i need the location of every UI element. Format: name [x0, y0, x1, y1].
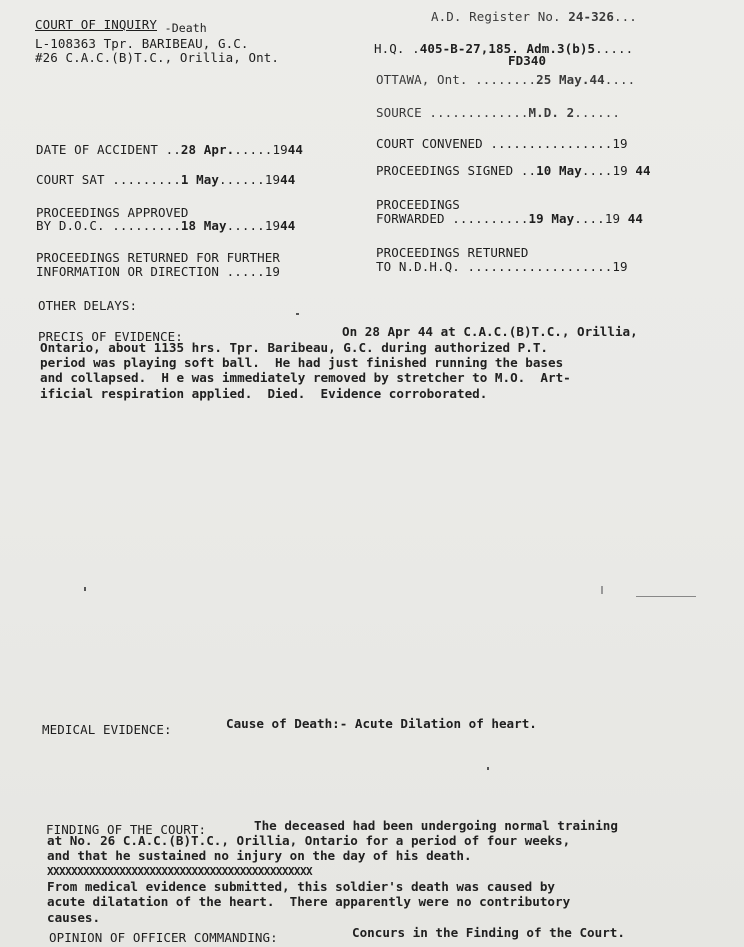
soldier-line: L-108363 Tpr. BARIBEAU, G.C. [35, 36, 249, 51]
forwarded-year: 44 [627, 211, 643, 226]
signed-year: 44 [635, 163, 651, 178]
court-sat-century: 19 [264, 172, 281, 187]
court-convened: COURT CONVENED ................19 [376, 136, 628, 151]
proceedings-approved: BY D.O.C. .........18 May.....1944 [36, 218, 296, 233]
ink-speck [296, 313, 299, 315]
unit-line: #26 C.A.C.(B)T.C., Orillia, Ont. [35, 50, 280, 65]
approved-year: 44 [280, 218, 296, 233]
ink-speck [84, 587, 86, 591]
precis-line: and collapsed. H e was immediately removed by stretcher to M.O. Art- [40, 370, 571, 385]
inquiry-type: Death [171, 21, 207, 35]
place-date-line: OTTAWA, Ont. ........25 May.44.... [376, 72, 636, 87]
faint-line [636, 596, 696, 597]
precis-line: period was playing soft ball. He had just finished running the bases [40, 355, 564, 370]
ad-register-label: A.D. Register No. [431, 9, 561, 24]
finding-line: causes. [47, 910, 101, 925]
signed-value: 10 May [536, 163, 582, 178]
hq-value: 405-B-27,185. Adm.3(b)5 [419, 41, 596, 56]
place-date: 25 May.44 [536, 72, 605, 87]
returned-ndhq-label-1: PROCEEDINGS RETURNED [376, 245, 529, 260]
hq-label: H.Q. [374, 41, 405, 56]
finding-label: FINDING OF THE COURT: [46, 822, 207, 837]
ad-register: A.D. Register No. 24-326... [431, 9, 637, 24]
ad-register-value: 24-326 [568, 9, 615, 24]
court-sat: COURT SAT .........1 May......1944 [36, 172, 296, 187]
court-convened-year: 19 [612, 136, 628, 151]
hq-reference: H.Q. .405-B-27,185. Adm.3(b)5..... [374, 41, 634, 56]
court-sat-label: COURT SAT [36, 172, 105, 187]
returned-info-year: 19 [264, 264, 281, 279]
proceedings-approved-label-1: PROCEEDINGS APPROVED [36, 205, 189, 220]
ink-speck [601, 586, 603, 594]
source-value: M.D. 2 [528, 105, 575, 120]
proceedings-forwarded-label-1: PROCEEDINGS [376, 197, 460, 212]
approved-value: 18 May [180, 218, 227, 233]
signed-label: PROCEEDINGS SIGNED [376, 163, 514, 178]
source-line: SOURCE .............M.D. 2...... [376, 105, 621, 120]
medical-evidence-label: MEDICAL EVIDENCE: [42, 722, 172, 737]
accident-century: 19 [272, 142, 288, 157]
court-sat-value: 1 May [180, 172, 220, 187]
opinion-text: Concurs in the Finding of the Court. [352, 925, 625, 940]
accident-year: 44 [287, 142, 303, 157]
returned-info-label-2: INFORMATION OR DIRECTION [36, 264, 220, 279]
signed-century: 19 [612, 163, 628, 178]
forwarded-label-2: FORWARDED [376, 211, 445, 226]
proceedings-signed: PROCEEDINGS SIGNED ..10 May....19 44 [376, 163, 651, 178]
forwarded-century: 19 [604, 211, 621, 226]
finding-line: and that he sustained no injury on the day of his death. [47, 848, 472, 863]
returned-info-label-1: PROCEEDINGS RETURNED FOR FURTHER [36, 250, 281, 265]
inquiry-title-block: COURT OF INQUIRY -Death [35, 17, 207, 35]
finding-line: at No. 26 C.A.C.(B)T.C., Orillia, Ontario for a period of four weeks, [47, 833, 571, 848]
finding-line: acute dilatation of the heart. There apparently were no contributory [47, 894, 571, 909]
hq-sub-reference: FD340 [508, 53, 547, 68]
opinion-label: OPINION OF OFFICER COMMANDING: [49, 930, 278, 945]
precis-line: Ontario, about 1135 hrs. Tpr. Baribeau, G.C. during authorized P.T. [40, 340, 548, 355]
struck-out-line: XXXXXXXXXXXXXXXXXXXXXXXXXXXXXXXXXXXXXXXXXXXX [47, 865, 312, 878]
precis-line: ificial respiration applied. Died. Evidence corroborated. [40, 386, 488, 401]
medical-evidence-text: Cause of Death:- Acute Dilation of heart. [226, 716, 537, 731]
accident-label: DATE OF ACCIDENT [36, 142, 159, 157]
place-label: OTTAWA, Ont. [376, 72, 468, 87]
returned-ndhq-year: 19 [612, 259, 628, 274]
finding-line: From medical evidence submitted, this soldier's death was caused by [47, 879, 555, 894]
returned-ndhq-label-2: TO N.D.H.Q. [376, 259, 460, 274]
returned-info: INFORMATION OR DIRECTION .....19 [36, 264, 281, 279]
returned-ndhq: TO N.D.H.Q. ...................19 [376, 259, 628, 274]
date-of-accident: DATE OF ACCIDENT ..28 Apr......1944 [36, 142, 303, 157]
precis-label: PRECIS OF EVIDENCE: [38, 329, 183, 344]
inquiry-title: COURT OF INQUIRY [35, 17, 158, 32]
precis-line: On 28 Apr 44 at C.A.C.(B)T.C., Orillia, [342, 324, 638, 339]
court-sat-year: 44 [280, 172, 296, 187]
approved-label-2: BY D.O.C. [36, 218, 105, 233]
source-label: SOURCE [376, 105, 422, 120]
finding-line: The deceased had been undergoing normal training [254, 818, 618, 833]
approved-century: 19 [264, 218, 281, 233]
other-delays-label: OTHER DELAYS: [38, 298, 138, 313]
accident-value: 28 Apr. [180, 142, 235, 157]
ink-speck [487, 767, 489, 770]
court-convened-label: COURT CONVENED [376, 136, 483, 151]
proceedings-forwarded: FORWARDED ..........19 May....19 44 [376, 211, 643, 226]
forwarded-value: 19 May [528, 211, 575, 226]
